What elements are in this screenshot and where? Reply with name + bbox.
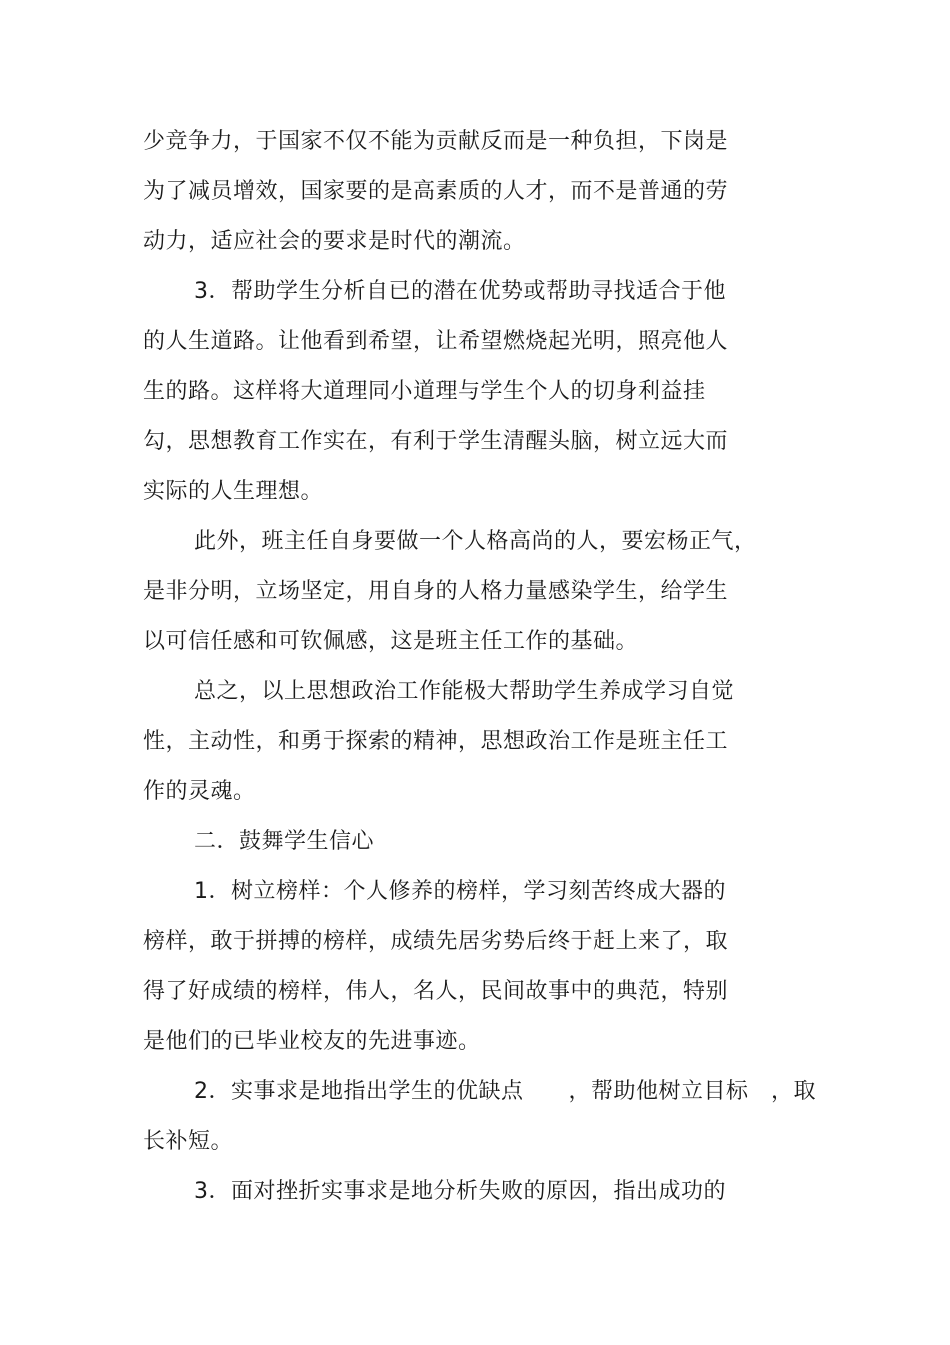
section-heading: 二．鼓舞学生信心 [194, 829, 375, 854]
text-line: 少竞争力，于国家不仅不能为贡献反而是一种负担，下岗是 [143, 129, 729, 154]
text-line: 总之，以上思想政治工作能极大帮助学生养成学习自觉 [194, 679, 735, 704]
text-line: 为了减员增效，国家要的是高素质的人才，而不是普通的劳 [143, 179, 729, 204]
text-line: 长补短。 [143, 1129, 234, 1154]
text-line: 2．实事求是地指出学生的优缺点 ，帮助他树立目标 ，取 [194, 1079, 816, 1104]
text-line: 得了好成绩的榜样，伟人，名人，民间故事中的典范，特别 [143, 979, 729, 1004]
text-line: 1．树立榜样：个人修养的榜样，学习刻苦终成大器的 [194, 879, 726, 904]
text-line: 性，主动性，和勇于探索的精神，思想政治工作是班主任工 [143, 729, 729, 754]
text-line: 榜样，敢于拼搏的榜样，成绩先居劣势后终于赶上来了，取 [143, 929, 729, 954]
text-line: 是非分明，立场坚定，用自身的人格力量感染学生，给学生 [143, 579, 729, 604]
text-line: 作的灵魂。 [143, 779, 256, 804]
text-line: 勾，思想教育工作实在，有利于学生清醒头脑，树立远大而 [143, 429, 729, 454]
text-line: 是他们的已毕业校友的先进事迹。 [143, 1029, 481, 1054]
text-line: 3．帮助学生分析自已的潜在优势或帮助寻找适合于他 [194, 279, 726, 304]
text-line: 以可信任感和可钦佩感，这是班主任工作的基础。 [143, 629, 639, 654]
text-line: 动力，适应社会的要求是时代的潮流。 [143, 229, 526, 254]
text-line: 3．面对挫折实事求是地分析失败的原因，指出成功的 [194, 1179, 726, 1204]
text-line: 此外，班主任自身要做一个人格高尚的人，要宏杨正气， [194, 529, 757, 554]
text-line: 的人生道路。让他看到希望，让希望燃烧起光明，照亮他人 [143, 329, 729, 354]
text-line: 生的路。这样将大道理同小道理与学生个人的切身利益挂 [143, 379, 706, 404]
text-line: 实际的人生理想。 [143, 479, 324, 504]
